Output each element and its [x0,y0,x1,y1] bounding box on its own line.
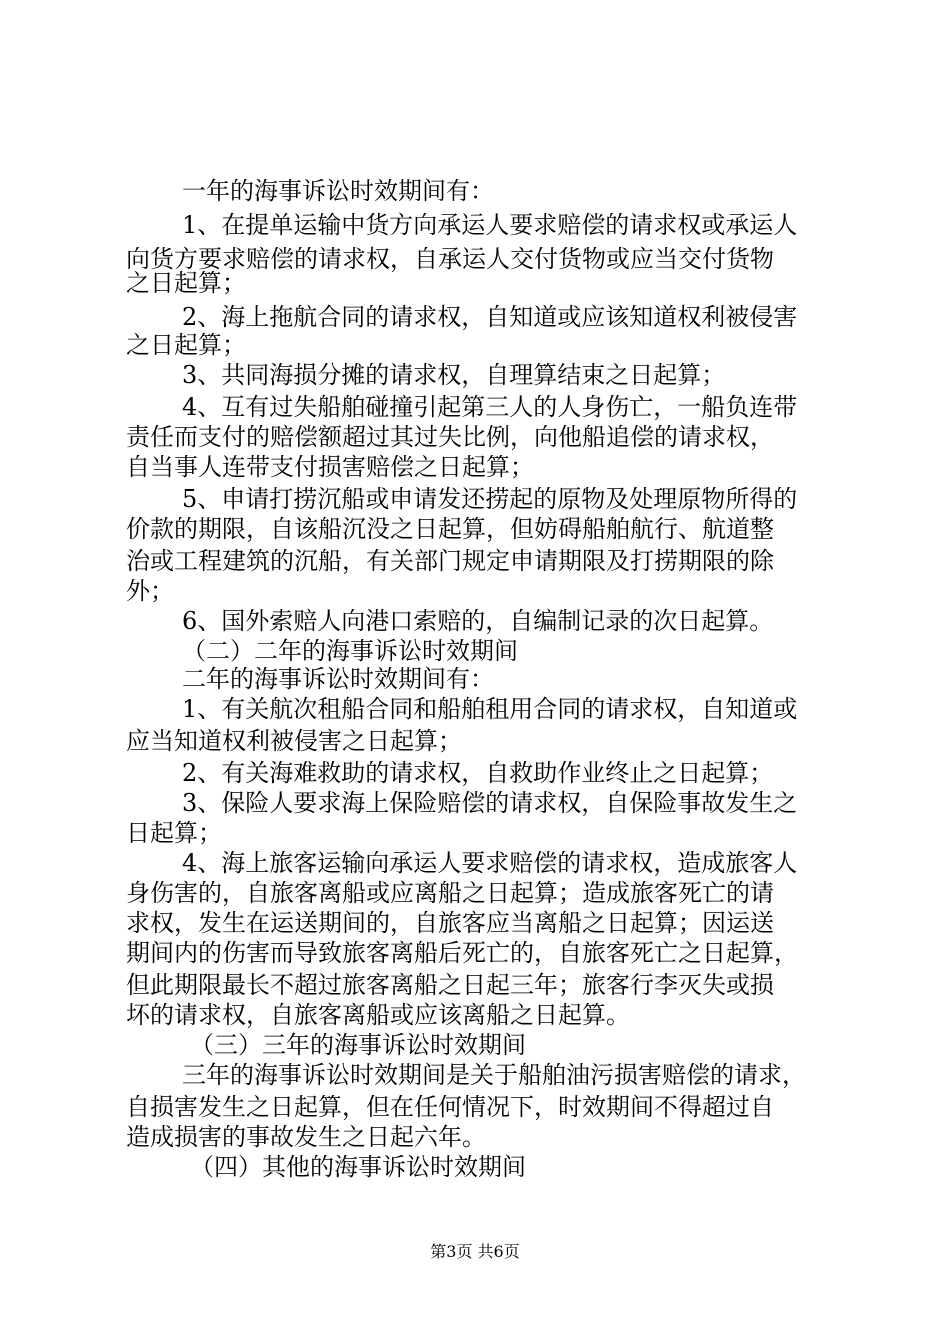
text-line: 2、有关海难救助的请求权，自救助作业终止之日起算； [182,759,774,787]
section-heading: （二）二年的海事诉讼时效期间 [182,637,518,665]
text-line: 价款的期限，自该船沉没之日起算，但妨碍船舶航行、航道整 [126,515,774,543]
text-line: 4、海上旅客运输向承运人要求赔偿的请求权，造成旅客人 [182,849,798,877]
text-line: 6、国外索赔人向港口索赔的，自编制记录的次日起算。 [182,607,774,635]
text-line: 三年的海事诉讼时效期间是关于船舶油污损害赔偿的请求， [182,1061,806,1089]
text-line: 治或工程建筑的沉船，有关部门规定申请期限及打捞期限的除 [126,547,774,575]
text-line: 坏的请求权，自旅客离船或应该离船之日起算。 [126,1001,630,1029]
text-line: 责任而支付的赔偿额超过其过失比例，向他船追偿的请求权， [126,423,774,451]
text-line: 一年的海事诉讼时效期间有： [182,177,494,205]
section-heading: （四）其他的海事诉讼时效期间 [190,1153,526,1181]
text-line: 3、共同海损分摊的请求权，自理算结束之日起算； [182,361,726,389]
text-line: 1、有关航次租船合同和船舶租用合同的请求权，自知道或 [182,695,798,723]
page-number-footer: 第3页 共6页 [430,1242,520,1261]
text-line: 身伤害的，自旅客离船或应离船之日起算；造成旅客死亡的请 [126,879,774,907]
text-line: 期间内的伤害而导致旅客离船后死亡的，自旅客死亡之日起算， [126,939,798,967]
text-line: 3、保险人要求海上保险赔偿的请求权，自保险事故发生之 [182,789,798,817]
text-line: 5、申请打捞沉船或申请发还捞起的原物及处理原物所得的 [182,485,798,513]
text-line: 向货方要求赔偿的请求权，自承运人交付货物或应当交付货物 [126,245,774,273]
text-line: 求权，发生在运送期间的，自旅客应当离船之日起算；因运送 [126,909,774,937]
text-line: 但此期限最长不超过旅客离船之日起三年；旅客行李灭失或损 [126,971,774,999]
text-line: 2、海上拖航合同的请求权，自知道或应该知道权利被侵害 [182,303,798,331]
text-line: 二年的海事诉讼时效期间有： [182,665,494,693]
section-heading: （三）三年的海事诉讼时效期间 [190,1031,526,1059]
text-line: 日起算； [126,819,222,847]
text-line: 自当事人连带支付损害赔偿之日起算； [126,453,534,481]
text-line: 自损害发生之日起算，但在任何情况下，时效期间不得超过自 [126,1093,774,1121]
text-line: 造成损害的事故发生之日起六年。 [126,1123,486,1151]
text-line: 1、在提单运输中货方向承运人要求赔偿的请求权或承运人 [182,211,798,239]
text-line: 应当知道权利被侵害之日起算； [126,727,462,755]
text-line: 之日起算； [126,331,246,359]
text-line: 之日起算； [126,269,246,297]
text-line: 4、互有过失船舶碰撞引起第三人的人身伤亡，一船负连带 [182,393,798,421]
text-line: 外； [126,577,174,605]
